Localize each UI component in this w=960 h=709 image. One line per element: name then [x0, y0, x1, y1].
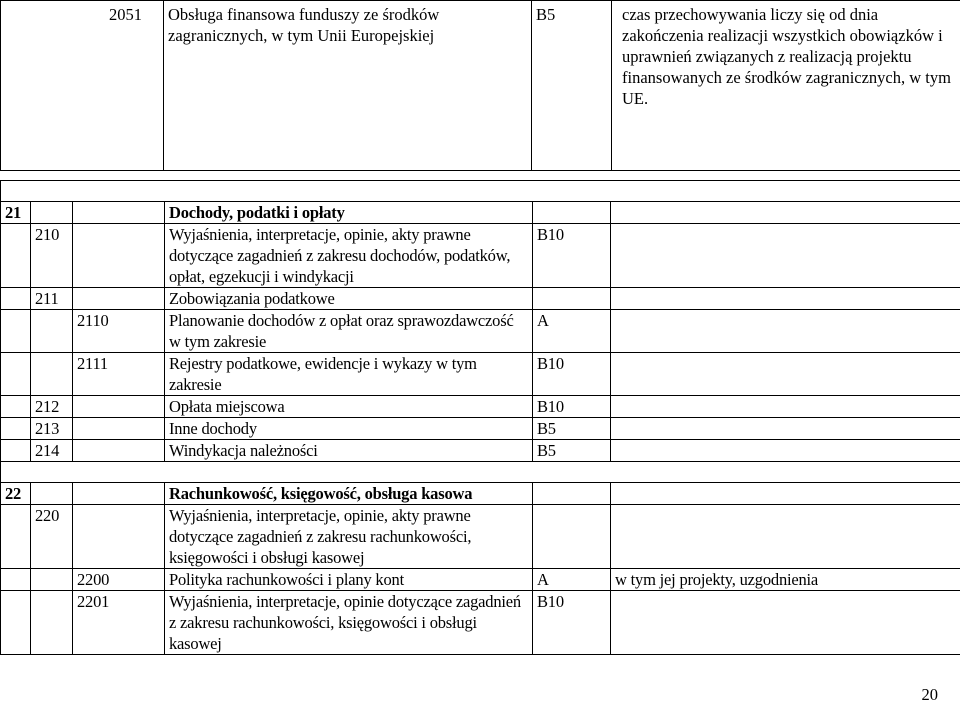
main-table-section [0, 180, 960, 655]
row-note: w tym jej projekty, uzgodnienia [611, 569, 960, 591]
row-title: Dochody, podatki i opłaty [165, 202, 533, 224]
row-category: B10 [533, 591, 611, 655]
table-row [1, 288, 960, 310]
row-note [611, 418, 960, 440]
row-note [611, 310, 960, 353]
row-code-level3 [73, 483, 165, 505]
row-title: Opłata miejscowa [165, 396, 533, 418]
row-note [611, 440, 960, 462]
row-code-level2 [31, 202, 73, 224]
row-category: B10 [533, 224, 611, 288]
row-code-level2: 214 [31, 440, 73, 462]
row-code-level3 [73, 202, 165, 224]
row-code-level3: 2111 [73, 353, 165, 396]
row-category: A [533, 310, 611, 353]
top-category: B5 [532, 1, 612, 171]
row-code-level2 [31, 569, 73, 591]
spacer-cell [1, 462, 960, 483]
top-note: czas przechowywania liczy się od dnia zakończenia realizacji wszystkich obowiązków i uprawnień związanych z realizacją projektu finansowanych ze środków zagranicznych, w tym UE. [612, 1, 960, 171]
row-title: Rejestry podatkowe, ewidencje i wykazy w tym zakresie [165, 353, 533, 396]
table-row [1, 483, 960, 505]
row-code-level2: 212 [31, 396, 73, 418]
row-code-level2 [31, 353, 73, 396]
row-note [611, 483, 960, 505]
table-row [1, 202, 960, 224]
spacer-row [1, 462, 960, 483]
row-code-level1 [1, 396, 31, 418]
row-code-level1 [1, 418, 31, 440]
top-table [0, 0, 960, 171]
top-table-section [0, 0, 960, 170]
row-note [611, 224, 960, 288]
row-code-level1 [1, 591, 31, 655]
row-note [611, 288, 960, 310]
row-category [533, 202, 611, 224]
row-code-level3: 2200 [73, 569, 165, 591]
row-code-level1 [1, 224, 31, 288]
row-code-level3 [73, 418, 165, 440]
page-number: 20 [921, 685, 938, 704]
main-table [0, 180, 960, 655]
row-category: B10 [533, 353, 611, 396]
table-row [1, 396, 960, 418]
row-code-level1 [1, 288, 31, 310]
row-code-level2: 211 [31, 288, 73, 310]
row-category [533, 505, 611, 569]
spacer-cell [1, 181, 960, 202]
row-note [611, 202, 960, 224]
table-row [1, 569, 960, 591]
row-title: Wyjaśnienia, interpretacje, opinie, akty prawne dotyczące zagadnień z zakresu rachunkowości, księgowości i obsługi kasowej [165, 505, 533, 569]
row-title: Windykacja należności [165, 440, 533, 462]
top-code: 2051 [1, 1, 164, 171]
row-code-level1: 21 [1, 202, 31, 224]
row-code-level2 [31, 483, 73, 505]
row-category: B5 [533, 440, 611, 462]
row-note [611, 396, 960, 418]
row-note [611, 353, 960, 396]
row-category [533, 483, 611, 505]
row-title: Wyjaśnienia, interpretacje, opinie, akty prawne dotyczące zagadnień z zakresu dochodów, podatków, opłat, egzekucji i windykacji [165, 224, 533, 288]
row-code-level2: 213 [31, 418, 73, 440]
row-code-level1 [1, 440, 31, 462]
row-code-level3: 2110 [73, 310, 165, 353]
row-category: A [533, 569, 611, 591]
row-title: Inne dochody [165, 418, 533, 440]
row-code-level2 [31, 310, 73, 353]
table-row [1, 505, 960, 569]
row-code-level3 [73, 288, 165, 310]
table-row [1, 418, 960, 440]
table-row [1, 353, 960, 396]
row-title: Planowanie dochodów z opłat oraz sprawozdawczość w tym zakresie [165, 310, 533, 353]
row-title: Polityka rachunkowości i plany kont [165, 569, 533, 591]
row-title: Rachunkowość, księgowość, obsługa kasowa [165, 483, 533, 505]
row-code-level2: 210 [31, 224, 73, 288]
row-category: B10 [533, 396, 611, 418]
row-code-level3 [73, 224, 165, 288]
row-code-level2 [31, 591, 73, 655]
table-row [1, 440, 960, 462]
row-code-level1: 22 [1, 483, 31, 505]
row-code-level3 [73, 396, 165, 418]
row-title: Zobowiązania podatkowe [165, 288, 533, 310]
top-title: Obsługa finansowa funduszy ze środków zagranicznych, w tym Unii Europejskiej [164, 1, 532, 171]
row-code-level1 [1, 310, 31, 353]
row-category [533, 288, 611, 310]
table-row [1, 310, 960, 353]
table-row [1, 224, 960, 288]
row-title: Wyjaśnienia, interpretacje, opinie dotyczące zagadnień z zakresu rachunkowości, księgowości i obsługi kasowej [165, 591, 533, 655]
row-note [611, 505, 960, 569]
table-row [1, 591, 960, 655]
row-code-level1 [1, 569, 31, 591]
row-code-level2: 220 [31, 505, 73, 569]
row-code-level1 [1, 353, 31, 396]
row-category: B5 [533, 418, 611, 440]
row-code-level3 [73, 505, 165, 569]
row-code-level1 [1, 505, 31, 569]
row-code-level3: 2201 [73, 591, 165, 655]
row-note [611, 591, 960, 655]
row-code-level3 [73, 440, 165, 462]
spacer-row [1, 181, 960, 202]
